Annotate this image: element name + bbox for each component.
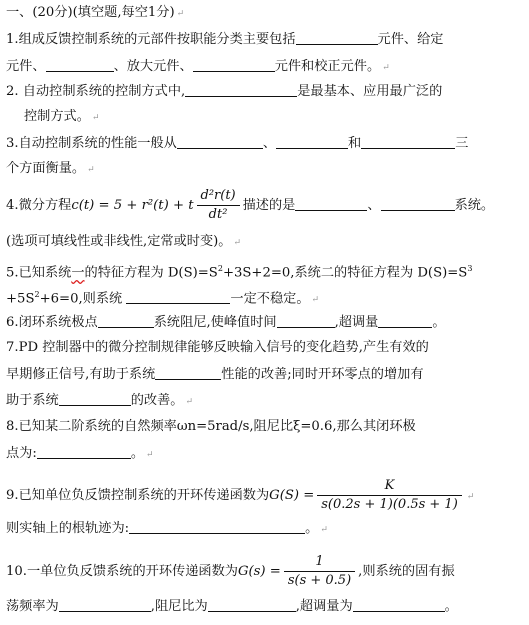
q10-line2: 荡频率为 ,阻尼比为 ,超调量为 。: [6, 599, 458, 614]
blank[interactable]: [193, 57, 275, 72]
blank[interactable]: [361, 134, 455, 149]
blank[interactable]: [155, 365, 221, 380]
q9-line1: 9.已知单位负反馈控制系统的开环传递函数为G(S) = $\frac{K}{s(0.2s + 1)(0.5s + 1)}$ ↵: [6, 478, 475, 512]
blank[interactable]: [276, 134, 348, 149]
q7-line2: 早期修正信号,有助于系统 性能的改善;同时开环零点的增加有: [6, 367, 424, 382]
q4-equation: c(t) = 5 + r²(t) + t: [71, 198, 194, 213]
blank[interactable]: [129, 519, 305, 534]
q10-fraction: $\frac{1}{s(s + 0.5)}$: [284, 554, 355, 589]
blank[interactable]: [353, 597, 445, 612]
q3-line1: 3.自动控制系统的性能一般从 、 和 三: [6, 136, 469, 151]
q2-line2: 控制方式。 ↵: [24, 109, 100, 124]
blank[interactable]: [185, 82, 297, 97]
blank[interactable]: [37, 444, 131, 459]
return-mark-icon: ↵: [382, 63, 390, 73]
q1-line2: 元件、 、放大元件、 元件和校正元件。 ↵: [6, 59, 390, 74]
blank[interactable]: [295, 196, 367, 211]
section-header: 一、(20分)(填空题,每空1分) ↵: [6, 5, 185, 20]
q4-line1: 4.微分方程c(t) = 5 + r²(t) + t $\frac{\text{d²r(t)}}{\text{dt²}}$ 描述的是 、 系统。: [6, 188, 495, 222]
q2-line1: 2. 自动控制系统的控制方式中, 是最基本、应用最广泛的: [6, 84, 443, 99]
blank[interactable]: [126, 289, 230, 304]
q10-line1: 10.一单位负反馈系统的开环传递函数为G(s) = $\frac{1}{s(s + 0.5)}$ ,则系统的固有振: [6, 554, 455, 588]
return-mark-icon: ↵: [466, 492, 475, 502]
return-mark-icon: ↵: [320, 525, 328, 535]
q7-line3: 助于系统 的改善。 ↵: [6, 393, 194, 408]
q9-line2: 则实轴上的根轨迹为: 。 ↵: [6, 521, 328, 536]
blank[interactable]: [277, 313, 335, 328]
q7-line1: 7.PD 控制器中的微分控制规律能够反映输入信号的变化趋势,产生有效的: [6, 340, 429, 355]
blank[interactable]: [381, 196, 455, 211]
return-mark-icon: ↵: [176, 9, 185, 19]
return-mark-icon: ↵: [87, 165, 95, 175]
return-mark-icon: ↵: [311, 295, 320, 306]
q1-line1: 1.组成反馈控制系统的元部件按职能分类主要包括 元件、给定: [6, 32, 444, 47]
return-mark-icon: ↵: [91, 113, 100, 123]
blank[interactable]: [378, 313, 432, 328]
return-mark-icon: ↵: [185, 397, 194, 407]
blank[interactable]: [59, 597, 151, 612]
blank[interactable]: [177, 134, 263, 149]
blank[interactable]: [208, 597, 296, 612]
blank[interactable]: [98, 313, 154, 328]
return-mark-icon: ↵: [146, 450, 154, 460]
q6-line: 6.闭环系统极点 系统阻尼,使峰值时间 ,超调量 。: [6, 315, 446, 330]
q8-line2: 点为: 。 ↵: [6, 446, 154, 461]
return-mark-icon: ↵: [233, 238, 242, 248]
q4-line2: (选项可填线性或非线性,定常或时变)。 ↵: [6, 234, 242, 249]
q3-line2: 个方面衡量。 ↵: [6, 161, 95, 176]
q4-fraction: $\frac{\text{d²r(t)}}{\text{dt²}}$: [197, 188, 240, 223]
q9-fraction: $\frac{K}{s(0.2s + 1)(0.5s + 1)}$: [317, 478, 462, 513]
q5-line1: 5.已知系统一的特征方程为 $D(S)=S^2+3S+2=0$,系统二的特征方程为 $D(S)=S^3$: [6, 264, 473, 281]
q8-line1: 8.已知某二阶系统的自然频率ωn=5rad/s,阻尼比ξ=0.6,那么其闭环极: [6, 419, 416, 434]
blank[interactable]: [296, 30, 378, 45]
blank[interactable]: [59, 391, 131, 406]
blank[interactable]: [46, 57, 114, 72]
q5-line2: $+5S^2+6=0$,则系统 一定不稳定。 ↵: [6, 290, 320, 307]
